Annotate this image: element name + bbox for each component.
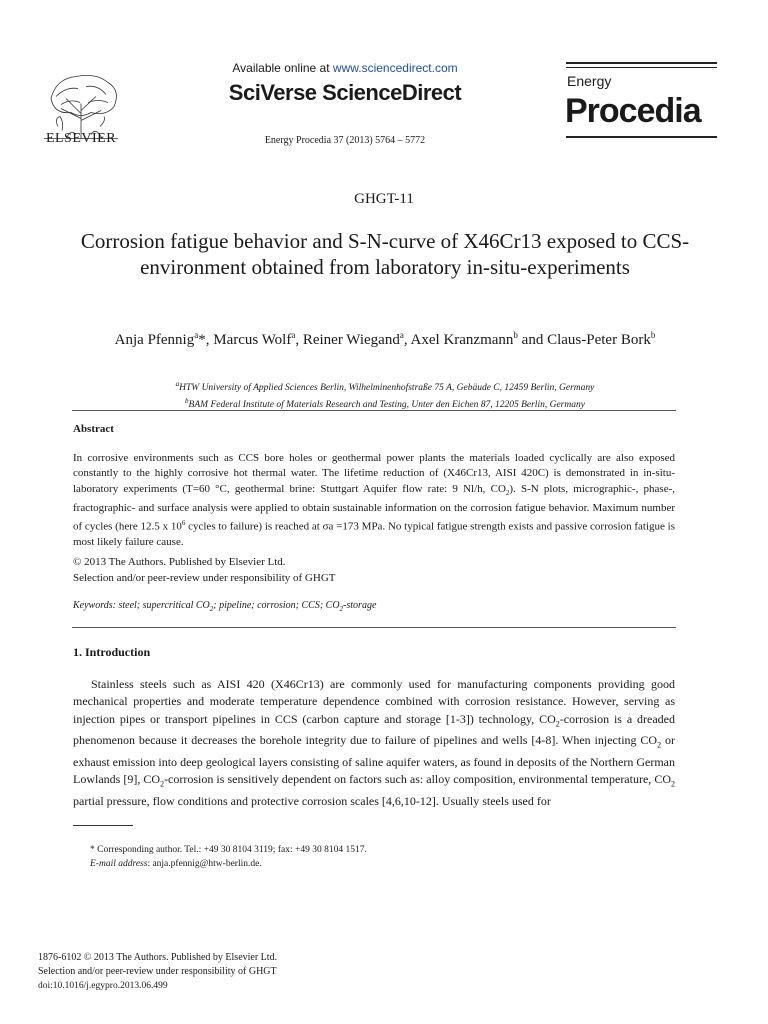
available-online-line <box>200 61 490 75</box>
journal-name-big: Procedia <box>565 92 701 130</box>
abstract-copyright: © 2013 The Authors. Published by Elsevier Ltd. Selection and/or peer-review under responsibility of GHGT <box>73 556 336 584</box>
author-affil-sup: b <box>513 330 518 340</box>
affiliations <box>70 378 700 412</box>
page-footer: 1876-6102 © 2013 The Authors. Published by Elsevier Ltd. Selection and/or peer-review under responsibility of GHGT doi:10.1016/j.egypro.2013.06.499 <box>38 951 438 993</box>
author-affil-sup: a <box>194 330 199 340</box>
author-name: Claus-Peter Bork <box>547 332 651 348</box>
affiliation-a: $^a$HTW University of Applied Sciences Berlin, Wilhelminenhofstraße 75 A, Gebäude C, 12459 Berlin, Germany <box>175 380 595 394</box>
journal-reference: Energy Procedia 37 (2013) 5764 – 5772 <box>264 135 426 146</box>
publisher-wordmark: ELSEVIER <box>45 131 117 146</box>
keywords: Keywords: steel; supercritical $CO_2$; pipeline; corrosion; CCS; $CO_2$-storage <box>73 600 377 613</box>
footnote <box>90 843 670 871</box>
paper-title: Corrosion fatigue behavior and S-N-curve of X46Cr13 exposed to CCS-environment obtained from laboratory in-situ-experiments <box>80 229 690 279</box>
author-affil-sup: a <box>291 330 296 340</box>
abstract-heading: Abstract <box>73 423 114 435</box>
sciencedirect-link[interactable]: www.sciencedirect.com <box>332 61 458 75</box>
journal-rule-top-2 <box>566 67 717 68</box>
author-name: Axel Kranzmann <box>410 332 514 348</box>
author-affil-sup: a <box>399 330 404 340</box>
journal-rule-top-1 <box>566 62 717 64</box>
abstract-text: In corrosive environments such as CCS bore holes or geothermal power plants the materials loaded cyclically are also exposed constantly to the highly corrosive hot thermal water. The lifetime reduction of (X46Cr13, AISI 420C) is demonstrated in in-situ-laboratory experiments (T=60 °C, geothermal brine: Stuttgart Aquifer flow rate: 9 Nl/h, $CO_2$). S-N plots, micrographic-, phase-, fractographic- and surface analysis were applied to obtain sustainable information on the corrosion fatigue behavior. Maximum number of cycles (here 12.5 x $10^6$ cycles to failure) is reached at σa =173 MPa. No typical fatigue strength exists and passive corrosion fatigue is most likely failure cause. <box>73 452 675 549</box>
intro-paragraph: Stainless steels such as AISI 420 (X46Cr13) are commonly used for manufacturing components providing good mechanical properties and moderate temperature dependence combined with corrosion resistance. However, serving as injection pipes or transport pipelines in CCS (carbon capture and storage [1-3]) technology, $CO_2$-corrosion is a dreaded phenomenon because it decreases the borehole integrity due to failure of pipelines and wells [4-8]. When injecting $CO_2$ or exhaust emission into deep geological layers consisting of saline aquifer waters, as found in deposits of the Northern German Lowlands [9], $CO_2$-corrosion is sensitively dependent on factors such as: alloy composition, environmental temperature, $CO_2$ partial pressure, flow conditions and protective corrosion scales [4,6,10-12]. Usually steels used for <box>73 677 676 808</box>
author-list: Anja Pfennig$^a$*, Marcus Wolf$^a$, Reiner Wiegand$^a$, Axel Kranzmann$^b$ and Claus-Peter Bork$^b$ <box>114 330 656 348</box>
divider <box>72 627 676 628</box>
author-name: Reiner Wiegand <box>302 332 400 348</box>
keywords-label: Keywords: <box>73 600 119 611</box>
footnote-rule <box>73 825 133 826</box>
conference-name: GHGT-11 <box>354 191 414 207</box>
author-name: Marcus Wolf <box>213 332 292 348</box>
affiliation-b: $^b$BAM Federal Institute of Materials Research and Testing, Unter den Eichen 87, 12205 Berlin, Germany <box>185 397 585 411</box>
author-name: Anja Pfennig <box>114 332 195 348</box>
journal-name-small: Energy <box>567 73 612 89</box>
email-line: E-mail address: anja.pfennig@htw-berlin.de. <box>90 859 262 869</box>
doi: doi:10.1016/j.egypro.2013.06.499 <box>38 981 168 991</box>
author-affil-sup: b <box>650 330 656 340</box>
corresponding-author: * Corresponding author. Tel.: +49 30 8104 3119; fax: +49 30 8104 1517. <box>90 845 367 855</box>
sciverse-logo-text: SciVerse ScienceDirect <box>228 80 462 105</box>
journal-rule-bottom <box>566 136 717 138</box>
available-prefix: Available online at <box>232 61 333 75</box>
divider <box>72 410 676 411</box>
section-heading: 1. Introduction <box>73 645 151 659</box>
